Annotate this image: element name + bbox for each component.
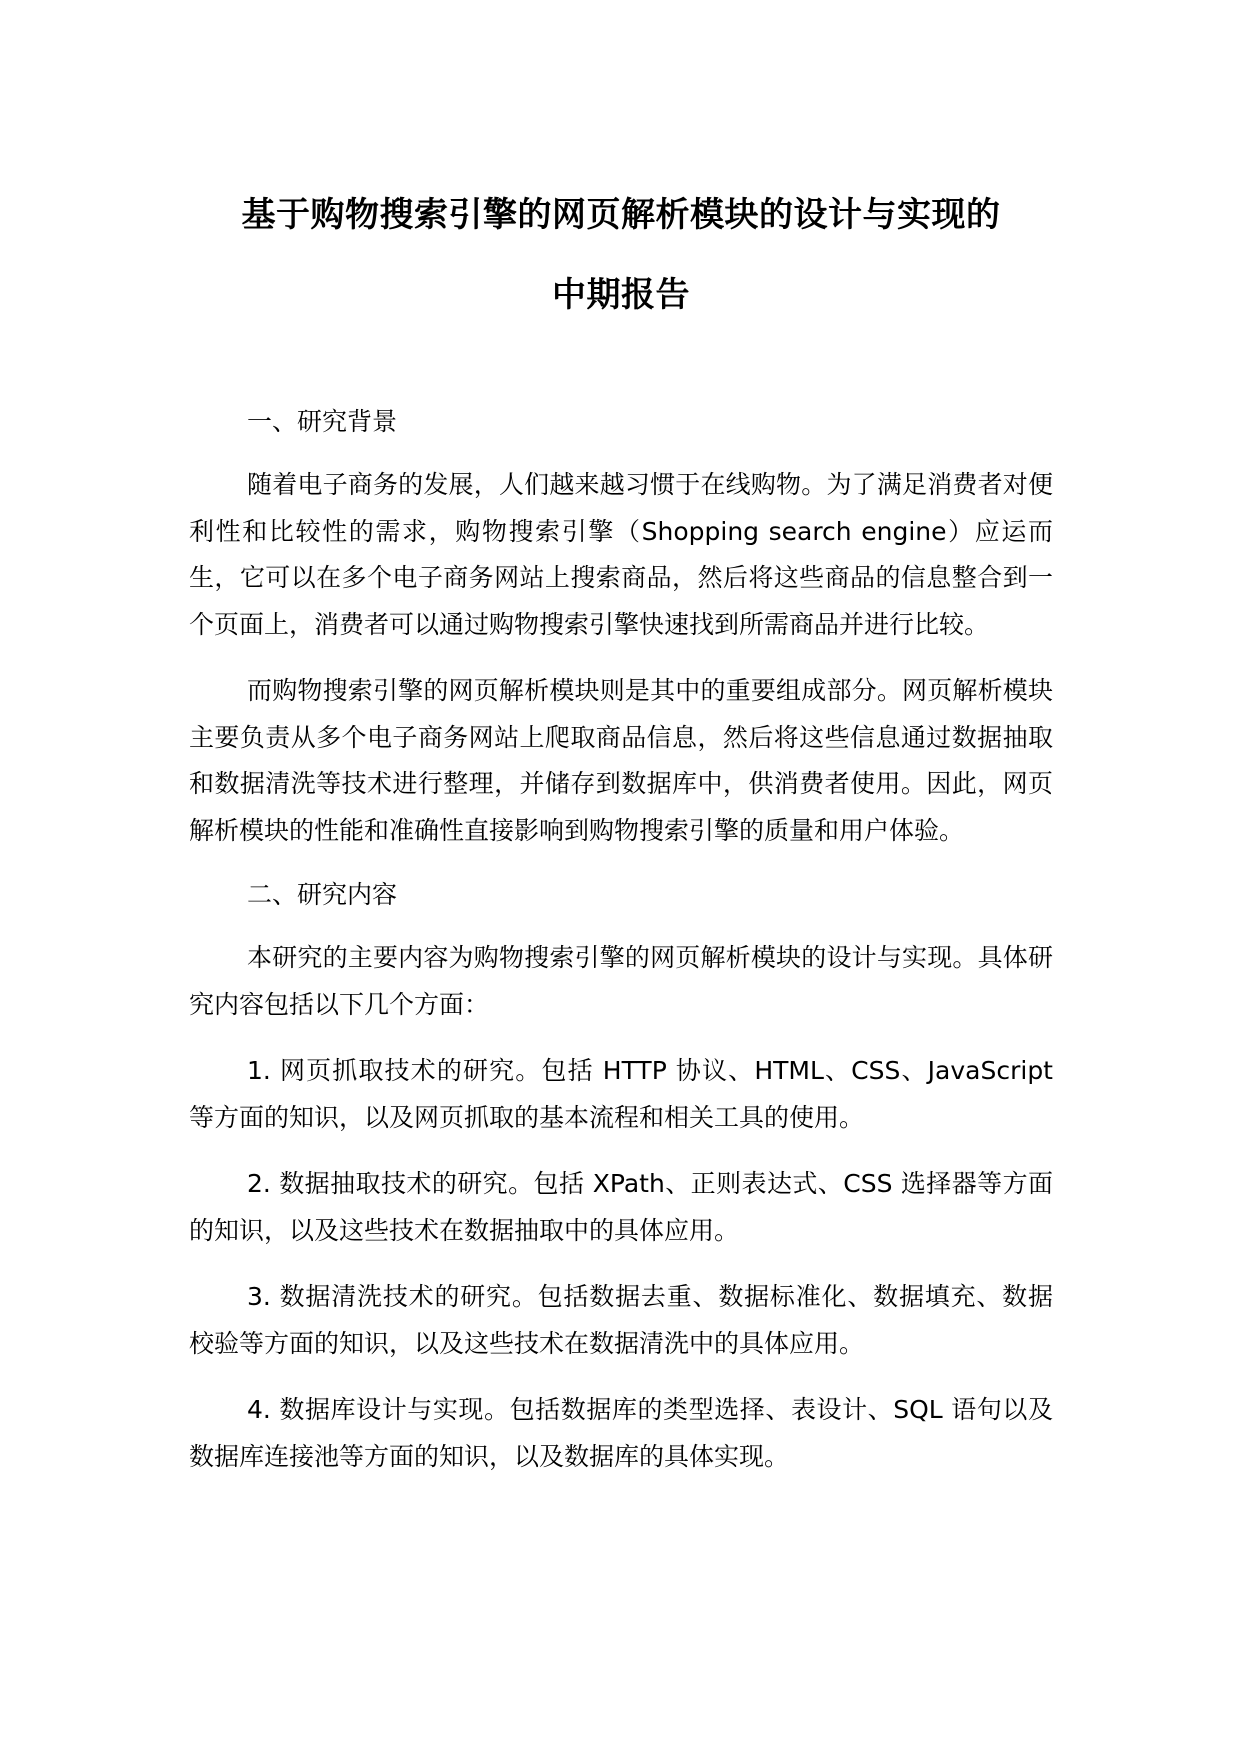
paragraph-background-1: 随着电子商务的发展，人们越来越习惯于在线购物。为了满足消费者对便利性和比较性的需求，购物搜索引擎（Shopping search engine）应运而生，它可以在多个电子商务网站上搜索商品，然后将这些商品的信息整合到一个页面上，消费者可以通过购物搜索引擎快速找到所需商品并进行比较。 bbox=[189, 470, 1053, 639]
section-heading-background: 一、研究背景 bbox=[247, 407, 398, 436]
list-item-4: 4. 数据库设计与实现。包括数据库的类型选择、表设计、SQL 语句以及数据库连接池等方面的知识，以及数据库的具体实现。 bbox=[189, 1395, 1053, 1471]
document-body bbox=[189, 175, 1053, 1480]
paragraph-background-2: 而购物搜索引擎的网页解析模块则是其中的重要组成部分。网页解析模块主要负责从多个电子商务网站上爬取商品信息，然后将这些信息通过数据抽取和数据清洗等技术进行整理，并储存到数据库中，供消费者使用。因此，网页解析模块的性能和准确性直接影响到购物搜索引擎的质量和用户体验。 bbox=[189, 676, 1053, 845]
list-item-1: 1. 网页抓取技术的研究。包括 HTTP 协议、HTML、CSS、JavaScript 等方面的知识，以及网页抓取的基本流程和相关工具的使用。 bbox=[189, 1056, 1053, 1132]
list-item-2: 2. 数据抽取技术的研究。包括 XPath、正则表达式、CSS 选择器等方面的知识，以及这些技术在数据抽取中的具体应用。 bbox=[189, 1169, 1053, 1245]
section-heading-content: 二、研究内容 bbox=[247, 880, 398, 909]
list-item-3: 3. 数据清洗技术的研究。包括数据去重、数据标准化、数据填充、数据校验等方面的知识，以及这些技术在数据清洗中的具体应用。 bbox=[189, 1282, 1053, 1358]
title-line-1: 基于购物搜索引擎的网页解析模块的设计与实现的 bbox=[241, 195, 1001, 235]
title-line-2: 中期报告 bbox=[552, 275, 690, 315]
document-title bbox=[189, 175, 1053, 335]
paragraph-content-intro: 本研究的主要内容为购物搜索引擎的网页解析模块的设计与实现。具体研究内容包括以下几个方面： bbox=[189, 943, 1053, 1019]
